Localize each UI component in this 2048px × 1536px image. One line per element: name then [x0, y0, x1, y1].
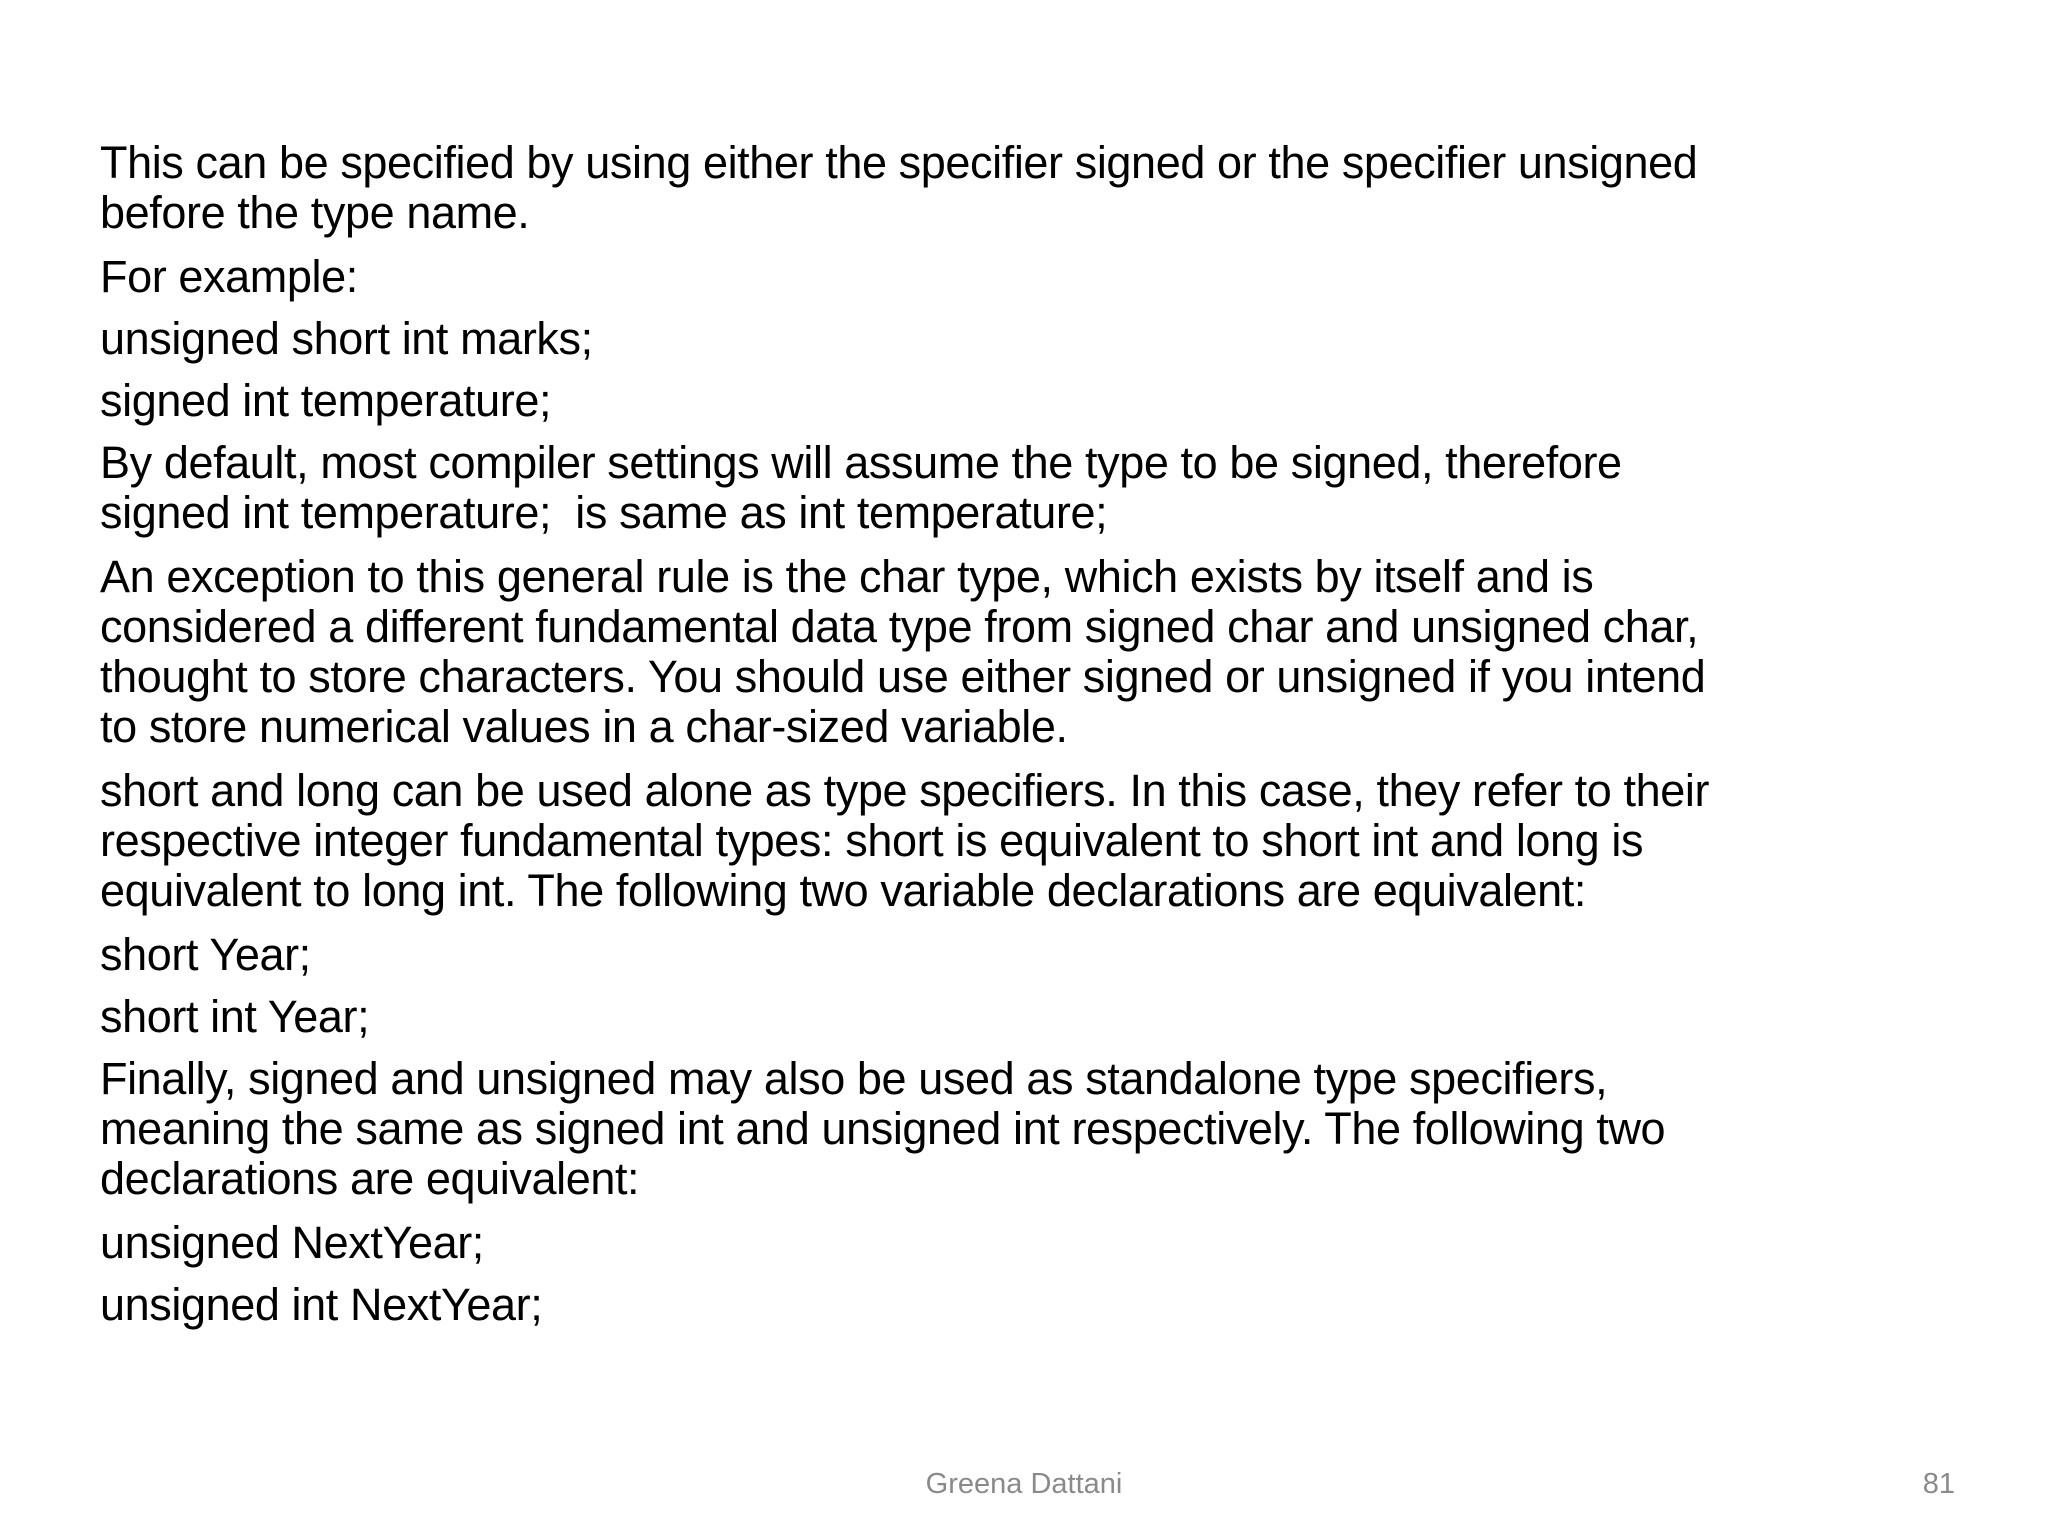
code-unsigned-nextyear: unsigned NextYear; [100, 1217, 484, 1268]
code-unsigned-int-nextyear: unsigned int NextYear; [100, 1279, 543, 1330]
paragraph-short-long: short and long can be used alone as type specifiers. In this case, they refer to their respective integer fundamental types: short is equivalent to short int and long is equivalent to long int. The following two variable declarations are equivalent: [100, 765, 1710, 916]
code-unsigned-short-int: unsigned short int marks; [100, 313, 593, 364]
code-short-year: short Year; [100, 929, 311, 980]
paragraph-for-example: For example: [100, 251, 358, 302]
footer-author: Greena Dattani [925, 1468, 1123, 1500]
code-signed-int: signed int temperature; [100, 375, 552, 426]
paragraph-default-signed: By default, most compiler settings will assume the type to be signed, therefore signed int temperature; is same as int temperature; [100, 437, 1622, 538]
paragraph-standalone-specifiers: Finally, signed and unsigned may also be used as standalone type specifiers, meaning the same as signed int and unsigned int respectively. The following two declarations are equivalent: [100, 1053, 1666, 1204]
slide-body [100, 138, 1930, 1342]
paragraph-char-exception: An exception to this general rule is the char type, which exists by itself and is considered a different fundamental data type from signed char and unsigned char, thought to store characters. You should use either signed or unsigned if you intend to store numerical values in a char-sized variable. [100, 551, 1706, 752]
paragraph-specifier-intro: This can be specified by using either the specifier signed or the specifier unsigned before the type name. [100, 137, 1698, 238]
page-number: 81 [1922, 1468, 1955, 1500]
code-short-int-year: short int Year; [100, 991, 370, 1042]
